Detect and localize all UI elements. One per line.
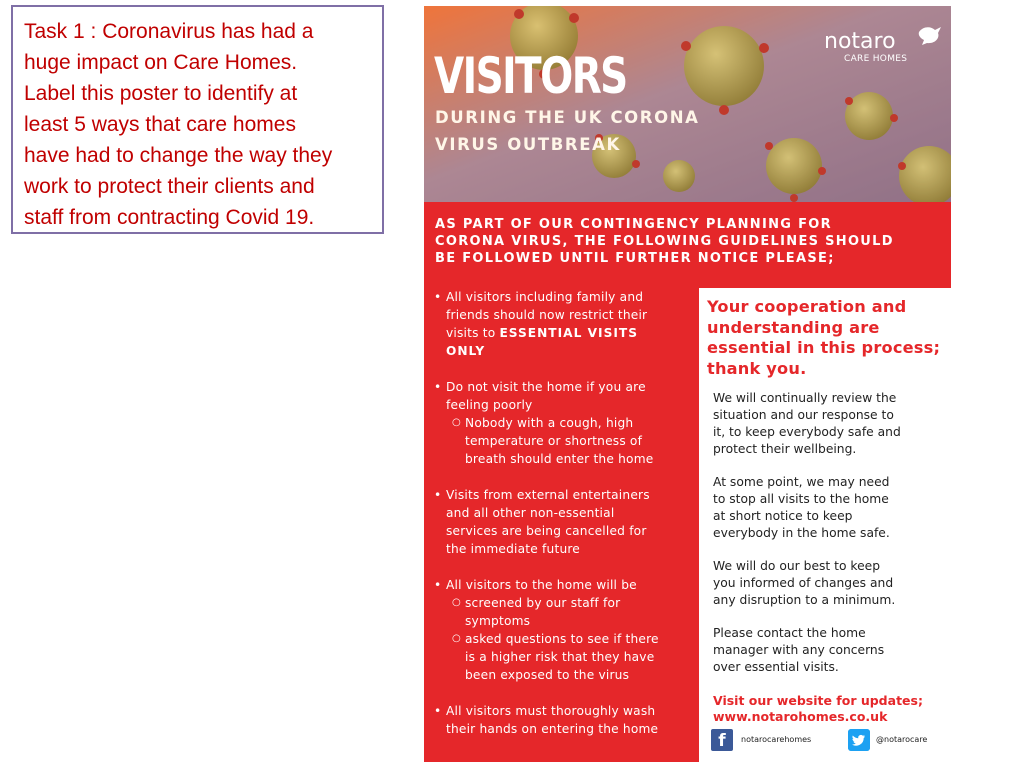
guideline-entertainers <box>434 486 696 558</box>
sub-item <box>446 630 696 684</box>
item-line: • All visitors including family and <box>446 290 644 304</box>
twitter-icon <box>848 729 870 751</box>
item-line: the immediate future <box>446 542 581 556</box>
para-line: Please contact the home <box>713 626 866 640</box>
para-line: We will do our best to keep <box>713 559 881 573</box>
item-line: feeling poorly <box>446 398 533 412</box>
para-line: everybody in the home safe. <box>713 526 890 540</box>
circle-bullet-icon: ○ <box>452 417 461 428</box>
item-line: symptoms <box>465 614 531 628</box>
bird-logo-icon <box>917 24 943 46</box>
subtitle-line: DURING THE UK CORONA <box>435 108 700 127</box>
heading-line: essential in this process; <box>707 338 941 357</box>
poster-subtitle <box>435 104 700 158</box>
para-line: We will continually review the <box>713 391 897 405</box>
heading-line: Your cooperation and <box>707 297 907 316</box>
website-callout <box>713 693 923 725</box>
visit-line: Visit our website for updates; <box>713 693 923 708</box>
twitter-handle: @notarocare <box>876 735 928 744</box>
item-line: screened by our staff for <box>465 596 621 610</box>
item-line: their hands on entering the home <box>446 722 659 736</box>
essential-visits-emphasis: ESSENTIAL VISITS <box>499 326 638 340</box>
task-line: staff from contracting Covid 19. <box>24 206 315 229</box>
para-line: situation and our response to <box>713 408 894 422</box>
guidelines-intro <box>435 216 894 267</box>
poster-title: VISITORS <box>434 47 627 105</box>
circle-bullet-icon: ○ <box>452 633 461 644</box>
item-text: visits to <box>446 326 500 340</box>
item-line: breath should enter the home <box>465 452 654 466</box>
para-line: it, to keep everybody safe and <box>713 425 901 439</box>
facebook-handle: notarocarehomes <box>741 735 812 744</box>
para-line: At some point, we may need <box>713 475 890 489</box>
guideline-feeling-poorly <box>434 378 696 468</box>
guidelines-line: AS PART OF OUR CONTINGENCY PLANNING FOR <box>435 217 832 232</box>
item-line: • Visits from external entertainers <box>446 488 650 502</box>
para-line: manager with any concerns <box>713 643 885 657</box>
heading-line: thank you. <box>707 358 807 378</box>
item-line: • All visitors must thoroughly wash <box>446 704 656 718</box>
cooperation-heading <box>707 297 940 379</box>
task-line: huge impact on Care Homes. <box>24 51 298 74</box>
review-paragraph <box>713 390 901 458</box>
item-line: asked questions to see if there <box>465 632 659 646</box>
sub-item <box>446 414 696 468</box>
item-line <box>446 324 696 342</box>
stop-visits-paragraph <box>713 474 890 542</box>
social-links <box>711 729 947 755</box>
para-line: protect their wellbeing. <box>713 442 857 456</box>
visitors-poster <box>424 6 951 762</box>
para-line: over essential visits. <box>713 660 839 674</box>
website-url: www.notarohomes.co.uk <box>713 709 888 724</box>
inform-paragraph <box>713 558 895 609</box>
item-line: • Do not visit the home if you are <box>446 380 646 394</box>
item-line: is a higher risk that they have <box>465 650 655 664</box>
para-line: to stop all visits to the home <box>713 492 889 506</box>
facebook-icon: f <box>711 729 733 751</box>
guideline-hand-washing <box>434 702 696 738</box>
heading-line: understanding are <box>707 317 880 337</box>
para-line: you informed of changes and <box>713 576 894 590</box>
task-line: Task 1 : Coronavirus has had a <box>24 20 314 43</box>
guidelines-line: BE FOLLOWED UNTIL FURTHER NOTICE PLEASE; <box>435 251 835 266</box>
subtitle-line: VIRUS OUTBREAK <box>435 135 621 154</box>
info-panel <box>699 288 951 762</box>
para-line: at short notice to keep <box>713 509 853 523</box>
logo-subtitle: CARE HOMES <box>844 54 908 64</box>
poster-hero <box>424 6 951 202</box>
item-line: temperature or shortness of <box>465 434 643 448</box>
task-line: have had to change the way they <box>24 144 333 167</box>
task-line: work to protect their clients and <box>24 175 315 198</box>
contact-paragraph <box>713 625 884 676</box>
task-line: least 5 ways that care homes <box>24 113 296 136</box>
logo-name: notaro <box>824 29 896 54</box>
guideline-essential-visits <box>434 288 696 360</box>
circle-bullet-icon: ○ <box>452 597 461 608</box>
guideline-screening <box>434 576 696 684</box>
task-instruction-box <box>11 5 384 234</box>
item-line: services are being cancelled for <box>446 524 647 538</box>
para-line: any disruption to a minimum. <box>713 593 896 607</box>
guidelines-line: CORONA VIRUS, THE FOLLOWING GUIDELINES SHOULD <box>435 234 894 249</box>
item-line: been exposed to the virus <box>465 668 630 682</box>
guideline-list <box>434 288 696 756</box>
item-line: Nobody with a cough, high <box>465 416 634 430</box>
item-line: friends should now restrict their <box>446 308 648 322</box>
item-line: and all other non-essential <box>446 506 615 520</box>
sub-item <box>446 594 696 630</box>
task-line: Label this poster to identify at <box>24 82 298 105</box>
notaro-logo <box>824 30 907 64</box>
item-line: • All visitors to the home will be <box>446 578 637 592</box>
only-emphasis: ONLY <box>446 344 486 358</box>
